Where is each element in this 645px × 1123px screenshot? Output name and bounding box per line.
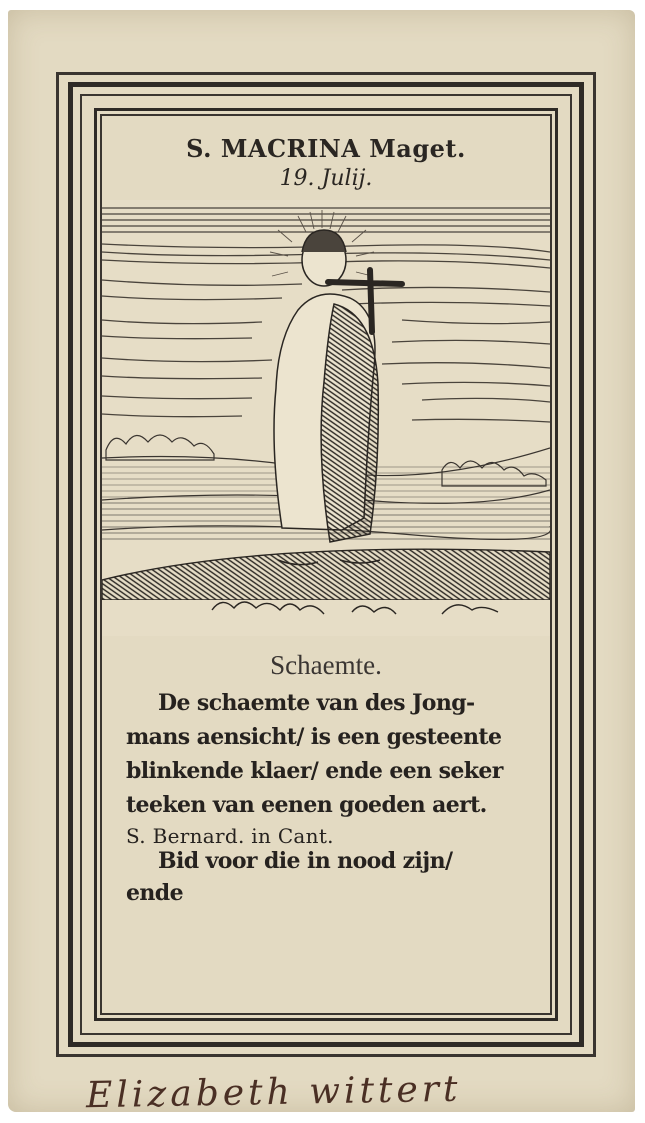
verse-line: mans aensicht/ is een gesteente <box>126 724 502 750</box>
feast-date: 19. Julij. <box>279 166 373 191</box>
saint-title: S. MACRINA Maget. <box>186 134 466 163</box>
prayer-line: ende <box>126 880 183 906</box>
verse-panel <box>102 636 550 1013</box>
verse-line: blinkende klaer/ ende een seker <box>126 758 503 784</box>
verse-line: De schaemte van des Jong- <box>158 690 475 716</box>
handwritten-signature: Elizabeth wittert <box>85 1068 462 1117</box>
verse-line: teeken van eenen goeden aert. <box>126 792 487 818</box>
devotional-card <box>8 10 635 1117</box>
engraving-illustration <box>102 200 550 636</box>
source-reference: S. Bernard. in Cant. <box>126 824 334 848</box>
virtue-heading: Schaemte. <box>270 650 382 680</box>
prayer-line: Bid voor die in nood zijn/ <box>158 848 453 874</box>
card-header <box>102 116 550 200</box>
